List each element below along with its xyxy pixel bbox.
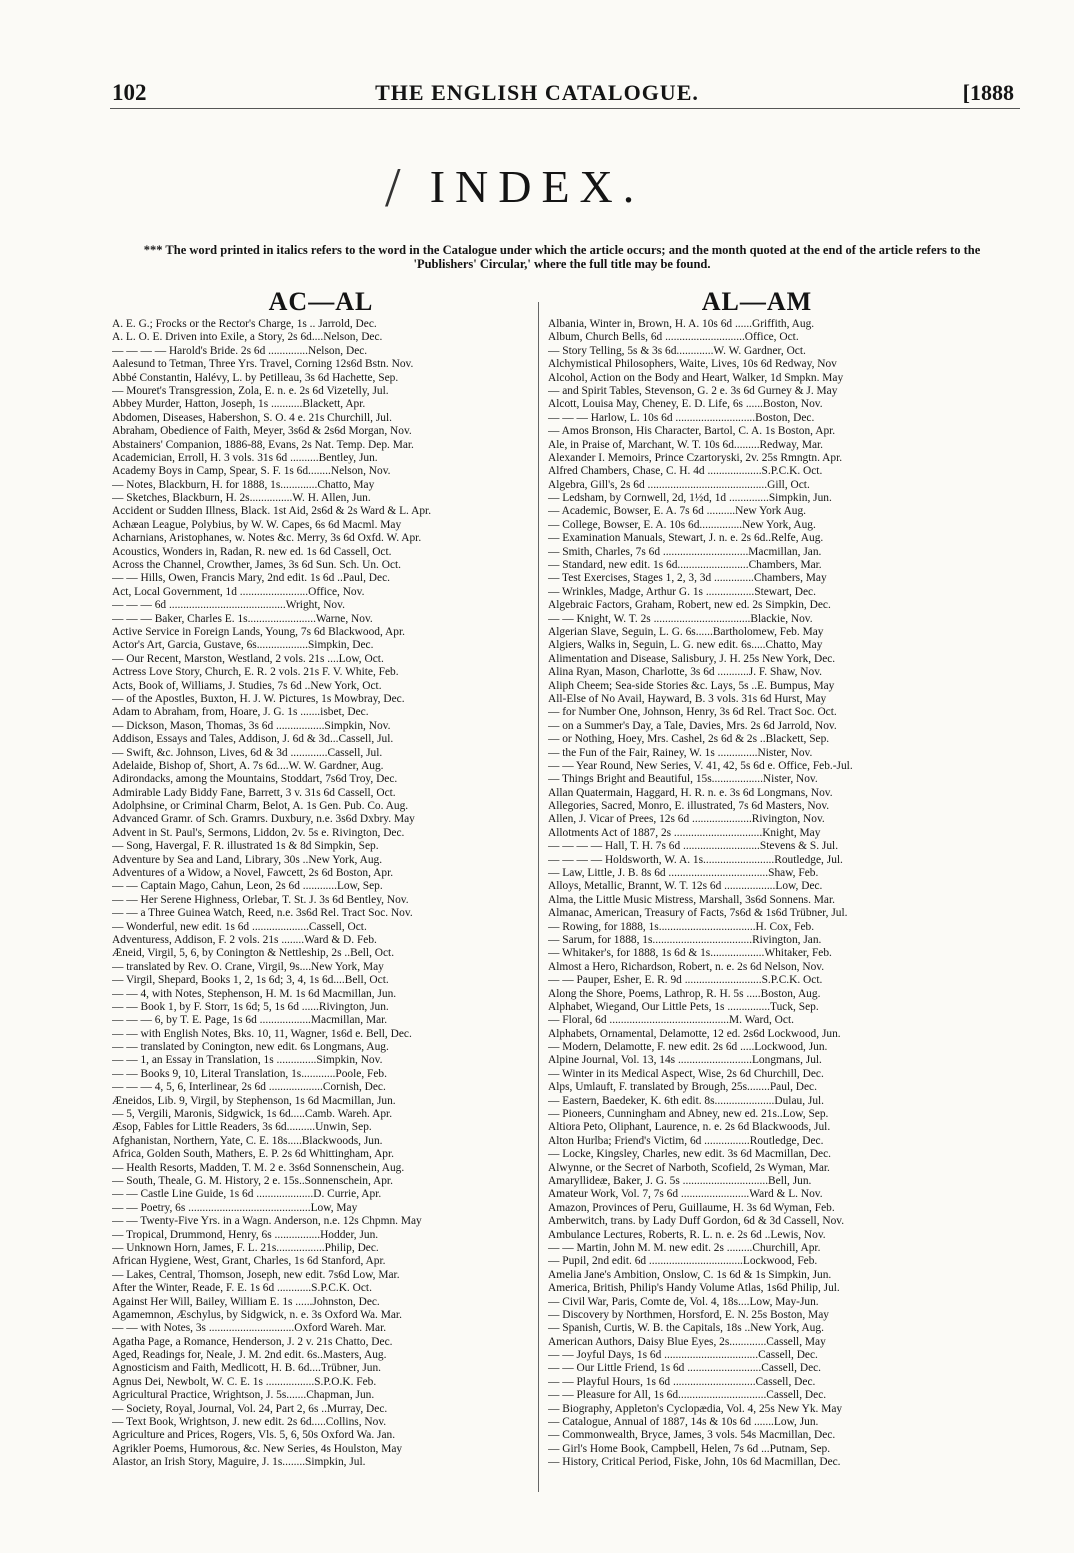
index-entry: Amazon, Provinces of Peru, Guillaume, H. 3s 6d Wyman, Feb. xyxy=(548,1201,835,1214)
index-entry: — Lakes, Central, Thomson, Joseph, new edit. 7s6d Low, Mar. xyxy=(112,1268,400,1281)
index-entry: — and Spirit Tables, Stevenson, G. 2 e. 3s 6d Gurney & J. May xyxy=(548,384,838,397)
index-entry: — — — — Holdsworth, W. A. 1s.........................Routledge, Jul. xyxy=(548,853,843,866)
index-entry: Aged, Readings for, Neale, J. M. 2nd edit. 6s..Masters, Aug. xyxy=(112,1349,387,1362)
index-entry: African Hygiene, West, Grant, Charles, 1s 6d Stanford, Apr. xyxy=(112,1255,386,1268)
index-entry: Adirondacks, among the Mountains, Stoddart, 7s6d Troy, Dec. xyxy=(112,773,398,786)
index-entry: — Test Exercises, Stages 1, 2, 3, 3d ..............Chambers, May xyxy=(548,572,827,585)
index-entry: — — Pleasure for All, 1s 6d...............................Cassell, Dec. xyxy=(548,1389,827,1402)
index-entry: — Things Bright and Beautiful, 15s..................Nister, Nov. xyxy=(548,773,818,786)
index-entry: Alimentation and Disease, Salisbury, J. H. 25s New York, Dec. xyxy=(548,652,836,665)
index-entry: Æneid, Virgil, 5, 6, by Conington & Nettleship, 2s ..Bell, Oct. xyxy=(112,947,395,960)
index-entry: — Story Telling, 5s & 3s 6d.............W. W. Gardner, Oct. xyxy=(548,344,806,357)
index-entry: Alchymistical Philosophers, Waite, Lives, 10s 6d Redway, Nov xyxy=(548,358,837,371)
index-entry: Acoustics, Wonders in, Radan, R. new ed. 1s 6d Cassell, Oct. xyxy=(112,545,392,558)
entry-list xyxy=(112,318,530,1470)
index-entry: — — Books 9, 10, Literal Translation, 1s............Poole, Feb. xyxy=(112,1067,387,1080)
index-entry: Algiers, Walks in, Seguin, L. G. new edit. 6s.....Chatto, May xyxy=(548,639,823,652)
index-entry: — — 4, with Notes, Stephenson, H. M. 1s 6d Macmillan, Jun. xyxy=(112,987,397,1000)
index-entry: — Winter in its Medical Aspect, Wise, 2s 6d Churchill, Dec. xyxy=(548,1067,824,1080)
index-entry: — Modern, Delamotte, F. new edit. 2s 6d .....Lockwood, Jun. xyxy=(548,1041,828,1054)
index-entry: — — Twenty-Five Yrs. in a Wagn. Anderson, n.e. 12s Chpmn. May xyxy=(112,1215,422,1228)
index-entry: Agriculture and Prices, Rogers, Vls. 5, 6, 50s Oxford Wa. Jan. xyxy=(112,1429,396,1442)
index-entry: — Dickson, Mason, Thomas, 3s 6d .................Simpkin, Nov. xyxy=(112,719,391,732)
index-entry: — Sarum, for 1888, 1s...................................Rivington, Jan. xyxy=(548,933,822,946)
index-entry: — Wonderful, new edit. 1s 6d ....................Cassell, Oct. xyxy=(112,920,367,933)
index-entry: — College, Bowser, E. A. 10s 6d...............New York, Aug. xyxy=(548,518,816,531)
index-entry: — Biography, Appleton's Cyclopædia, Vol. 4, 25s New Yk. May xyxy=(548,1402,843,1415)
index-entry: — Girl's Home Book, Campbell, Helen, 7s 6d ...Putnam, Sep. xyxy=(548,1442,831,1455)
index-entry: — Wrinkles, Madge, Arthur G. 1s .................Stewart, Dec. xyxy=(548,585,816,598)
index-entry: Actor's Art, Garcia, Gustave, 6s..................Simpkin, Dec. xyxy=(112,639,374,652)
index-entry: — — Her Serene Highness, Orlebar, T. St. J. 3s 6d Bentley, Nov. xyxy=(112,893,409,906)
index-entry: Alton Hurlba; Friend's Victim, 6d ................Routledge, Dec. xyxy=(548,1134,824,1147)
index-entry: — — — — Harold's Bride. 2s 6d ..............Nelson, Dec. xyxy=(112,344,368,357)
index-entry: — Pupil, 2nd edit. 6d .................................Lockwood, Feb. xyxy=(548,1255,818,1268)
index-entry: — Virgil, Shepard, Books 1, 2, 1s 6d; 3, 4, 1s 6d....Bell, Oct. xyxy=(112,974,389,987)
index-entry: — — with Notes, 3s ..............................Oxford Wareh. Mar. xyxy=(112,1322,387,1335)
index-entry: — — Castle Line Guide, 1s 6d ....................D. Currie, Apr. xyxy=(112,1188,382,1201)
index-entry: — Smith, Charles, 7s 6d ..............................Macmillan, Jan. xyxy=(548,545,822,558)
index-entry: Alpine Journal, Vol. 13, 14s ..........................Longmans, Jul. xyxy=(548,1054,822,1067)
index-entry: — — — — Hall, T. H. 7s 6d ...........................Stevens & S. Jul. xyxy=(548,840,839,853)
index-entry: — Swift, &c. Johnson, Lives, 6d & 3d .............Cassell, Jul. xyxy=(112,746,383,759)
index-entry: Amberwitch, trans. by Lady Duff Gordon, 6d & 3d Cassell, Nov. xyxy=(548,1215,845,1228)
index-entry: Æsop, Fables for Little Readers, 3s 6d..........Unwin, Sep. xyxy=(112,1121,372,1134)
index-entry: — 5, Vergili, Maronis, Sidgwick, 1s 6d.....Camb. Wareh. Apr. xyxy=(112,1108,393,1121)
index-entry: Aalesund to Tetman, Three Yrs. Travel, Corning 12s6d Bstn. Nov. xyxy=(112,358,414,371)
index-entry: Across the Channel, Crowther, James, 3s 6d Sun. Sch. Un. Oct. xyxy=(112,559,402,572)
index-entry: Against Her Will, Bailey, William E. 1s ......Johnston, Dec. xyxy=(112,1295,380,1308)
index-entry: Academician, Erroll, H. 3 vols. 31s 6d ..........Bentley, Jun. xyxy=(112,451,378,464)
index-entry: Agatha Page, a Romance, Henderson, J. 2 v. 21s Chatto, Dec. xyxy=(112,1335,393,1348)
index-entry: — Health Resorts, Madden, T. M. 2 e. 3s6d Sonnenschein, Aug. xyxy=(112,1161,405,1174)
index-entry: — — — 4, 5, 6, Interlinear, 2s 6d ...................Cornish, Dec. xyxy=(112,1081,386,1094)
index-entry: Alwynne, or the Secret of Narboth, Scofield, 2s Wyman, Mar. xyxy=(548,1161,830,1174)
index-entry: Advanced Gramr. of Sch. Gramrs. Duxbury, n.e. 3s6d Dxbry. May xyxy=(112,813,415,826)
index-entry: Acts, Book of, Williams, J. Studies, 7s 6d ..New York, Oct. xyxy=(112,679,382,692)
index-entry: Accident or Sudden Illness, Black. 1st Aid, 2s6d & 2s Ward & L. Apr. xyxy=(112,505,432,518)
index-entry: Alphabets, Ornamental, Delamotte, 12 ed. 2s6d Lockwood, Jun. xyxy=(548,1027,841,1040)
index-entry: — Notes, Blackburn, H. for 1888, 1s.............Chatto, May xyxy=(112,478,375,491)
column-heading: AC—AL xyxy=(268,287,374,316)
index-entry: — Song, Havergal, F. R. illustrated 1s & 8d Simpkin, Sep. xyxy=(112,840,379,853)
index-entry: — Ledsham, by Cornwell, 2d, 1½d, 1d ..............Simpkin, Jun. xyxy=(548,492,832,505)
index-entry: Abbey Murder, Hatton, Joseph, 1s ...........Blackett, Apr. xyxy=(112,398,366,411)
index-title: INDEX. xyxy=(429,161,645,212)
index-entry: Æneidos, Lib. 9, Virgil, by Stephenson, 1s 6d Macmillan, Jun. xyxy=(112,1094,396,1107)
index-entry: Agricultural Practice, Wrightson, J. 5s.......Chapman, Jun. xyxy=(112,1389,375,1402)
index-entry: After the Winter, Reade, F. E. 1s 6d ............S.P.C.K. Oct. xyxy=(112,1282,372,1295)
index-entry: Aliph Cheem; Sea-side Stories &c. Lays, 5s ..E. Bumpus, May xyxy=(548,679,835,692)
index-entry: — Commonwealth, Bryce, James, 3 vols. 54s Macmillan, Dec. xyxy=(548,1429,836,1442)
index-entry: Adventuress, Addison, F. 2 vols. 21s ........Ward & D. Feb. xyxy=(112,933,377,946)
index-entry: — Tropical, Drummond, Henry, 6s ................Hodder, Jun. xyxy=(112,1228,379,1241)
index-entry: — — Pauper, Esher, E. R. 9d ...........................S.P.C.K. Oct. xyxy=(548,974,823,987)
index-entry: A. L. O. E. Driven into Exile, a Story, 2s 6d....Nelson, Dec. xyxy=(112,331,383,344)
index-entry: Admirable Lady Biddy Fane, Barrett, 3 v. 31s 6d Cassell, Oct. xyxy=(112,786,396,799)
index-entry: — Sketches, Blackburn, H. 2s...............W. H. Allen, Jun. xyxy=(112,492,371,505)
index-entry: — — Playful Hours, 1s 6d .............................Cassell, Dec. xyxy=(548,1375,816,1388)
index-entry: — — Joyful Days, 1s 6d .................................Cassell, Dec. xyxy=(548,1349,818,1362)
index-entry: — or Nothing, Hoey, Mrs. Cashel, 2s 6d & 2s ..Blackett, Sep. xyxy=(548,733,830,746)
index-entry: Alma, the Little Music Mistress, Marshall, 3s6d Sonnens. Mar. xyxy=(548,893,835,906)
index-entry: Amaryllideæ, Baker, J. G. 5s ..............................Bell, Jun. xyxy=(548,1175,812,1187)
index-entry: All-Else of No Avail, Hayward, B. 3 vols. 31s 6d Hurst, May xyxy=(548,692,827,705)
index-entry: Alexander I. Memoirs, Prince Czartoryski, 2v. 25s Rmngtn. Apr. xyxy=(548,451,843,464)
index-entry: — — translated by Conington, new edit. 6s Longmans, Aug. xyxy=(112,1041,389,1054)
index-entry: Abstainers' Companion, 1886-88, Evans, 2s Nat. Temp. Dep. Mar. xyxy=(112,438,414,451)
entry-list xyxy=(548,318,966,1470)
index-entry: Actress Love Story, Church, E. R. 2 vols. 21s F. V. White, Feb. xyxy=(112,666,399,679)
index-entry: — South, Theale, G. M. History, 2 e. 15s..Sonnenschein, Apr. xyxy=(112,1175,393,1187)
index-entry: — Academic, Bowser, E. A. 7s 6d ..........New York Aug. xyxy=(548,505,807,518)
index-entry: — of the Apostles, Buxton, H. J. W. Pictures, 1s Mowbray, Dec. xyxy=(112,692,405,705)
index-entry: Altiora Peto, Oliphant, Laurence, n. e. 2s 6d Blackwoods, Jul. xyxy=(548,1121,831,1134)
index-entry: — Pioneers, Cunningham and Abney, new ed. 21s..Low, Sep. xyxy=(548,1108,829,1121)
index-entry: — — 1, an Essay in Translation, 1s ..............Simpkin, Nov. xyxy=(112,1054,383,1067)
index-entry: Along the Shore, Poems, Lathrop, R. H. 5s .....Boston, Aug. xyxy=(548,987,821,1000)
index-entry: Advent in St. Paul's, Sermons, Liddon, 2v. 5s e. Rivington, Dec. xyxy=(112,826,405,839)
index-entry: Ambulance Lectures, Roberts, R. L. n. e. 2s 6d ..Lewis, Nov. xyxy=(548,1228,826,1241)
index-entry: Almanac, American, Treasury of Facts, 7s6d & 1s6d Trübner, Jul. xyxy=(548,907,848,920)
index-entry: — Text Book, Wrightson, J. new edit. 2s 6d.....Collins, Nov. xyxy=(112,1416,387,1429)
index-entry: — — with English Notes, Bks. 10, 11, Wagner, 1s6d e. Bell, Dec. xyxy=(112,1027,412,1040)
index-entry: — Standard, new edit. 1s 6d.........................Chambers, Mar. xyxy=(548,559,822,572)
index-entry: — for Number One, Johnson, Henry, 3s 6d Rel. Tract Soc. Oct. xyxy=(548,706,837,719)
index-entry: — — a Three Guinea Watch, Reed, n.e. 3s6d Rel. Tract Soc. Nov. xyxy=(112,907,413,920)
header-rule xyxy=(110,108,1020,109)
index-entry: — Law, Little, J. B. 8s 6d ...................................Shaw, Feb. xyxy=(548,867,819,880)
index-entry: — — Poetry, 6s ...........................................Low, May xyxy=(112,1201,358,1214)
index-entry: Algebra, Gill's, 2s 6d ..........................................Gill, Oct. xyxy=(548,478,810,491)
index-entry: — Catalogue, Annual of 1887, 14s & 10s 6d .......Low, Jun. xyxy=(548,1416,819,1429)
index-column-right xyxy=(548,289,966,1470)
index-entry: — Society, Royal, Journal, Vol. 24, Part 2, 6s ..Murray, Dec. xyxy=(112,1402,388,1415)
index-entry: Algebraic Factors, Graham, Robert, new ed. 2s Simpkin, Dec. xyxy=(548,599,831,612)
index-entry: Almost a Hero, Richardson, Robert, n. e. 2s 6d Nelson, Nov. xyxy=(548,960,825,973)
index-entry: Allan Quatermain, Haggard, H. R. n. e. 3s 6d Longmans, Nov. xyxy=(548,786,833,799)
index-entry: Adelaide, Bishop of, Short, A. 7s 6d....W. W. Gardner, Aug. xyxy=(112,759,384,772)
page-number: 102 xyxy=(112,80,147,105)
index-entry: — — Captain Mago, Cahun, Leon, 2s 6d ............Low, Sep. xyxy=(112,880,383,893)
running-header xyxy=(0,80,1074,110)
index-entry: — Floral, 6d ..........................................M. Ward, Oct. xyxy=(548,1014,794,1027)
index-entry: American Authors, Daisy Blue Eyes, 2s.............Cassell, May xyxy=(548,1335,826,1348)
index-entry: Adam to Abraham, from, Hoare, J. G. 1s .......isbet, Dec. xyxy=(112,706,369,719)
index-entry: — — — Harlow, L. 10s 6d ............................Boston, Dec. xyxy=(548,411,815,424)
index-entry: — — Martin, John M. M. new edit. 2s .........Churchill, Apr. xyxy=(548,1241,821,1254)
index-entry: Acharnians, Aristophanes, w. Notes &c. Merry, 3s 6d Oxfd. W. Apr. xyxy=(112,532,422,545)
index-entry: Abbé Constantin, Halévy, L. by Petilleau, 3s 6d Hachette, Sep. xyxy=(112,371,399,384)
index-entry: Alcohol, Action on the Body and Heart, Walker, 1d Smpkn. May xyxy=(548,371,844,384)
index-entry: — Our Recent, Marston, Westland, 2 vols. 21s ....Low, Oct. xyxy=(112,652,384,665)
index-entry: Academy Boys in Camp, Spear, S. F. 1s 6d........Nelson, Nov. xyxy=(112,465,391,478)
index-entry: Amelia Jane's Ambition, Onslow, C. 1s 6d & 1s Simpkin, Jun. xyxy=(548,1268,832,1281)
index-entry: Addison, Essays and Tales, Addison, J. 6d & 3d...Cassell, Jul. xyxy=(112,733,394,746)
index-entry: — — Hills, Owen, Francis Mary, 2nd edit. 1s 6d ..Paul, Dec. xyxy=(112,572,390,585)
index-entry: Active Service in Foreign Lands, Young, 7s 6d Blackwood, Apr. xyxy=(112,625,405,638)
index-entry: Achæan League, Polybius, by W. W. Capes, 6s 6d Macml. May xyxy=(112,518,402,531)
index-entry: Allotments Act of 1887, 2s ...............................Knight, May xyxy=(548,826,821,839)
index-entry: Agnosticism and Faith, Medlicott, H. B. 6d....Trübner, Jun. xyxy=(112,1362,382,1375)
index-entry: Albania, Winter in, Brown, H. A. 10s 6d ......Griffith, Aug. xyxy=(548,318,815,330)
index-entry: — — — Baker, Charles E. 1s........................Warne, Nov. xyxy=(112,612,373,625)
year-marker: [1888 xyxy=(962,80,1014,105)
index-entry: Adventures of a Widow, a Novel, Fawcett, 2s 6d Boston, Apr. xyxy=(112,867,394,880)
index-entry: Abdomen, Diseases, Habershon, S. O. 4 e. 21s Churchill, Jul. xyxy=(112,411,392,424)
index-entry: — on a Summer's Day, a Tale, Davies, Mrs. 2s 6d Jarrold, Nov. xyxy=(548,719,837,732)
index-entry: Alastor, an Irish Story, Maguire, J. 1s........Simpkin, Jul. xyxy=(112,1456,366,1469)
index-entry: Alina Ryan, Mason, Charlotte, 3s 6d ...........J. F. Shaw, Nov. xyxy=(548,666,822,679)
index-entry: Algerian Slave, Seguin, L. G. 6s......Bartholomew, Feb. May xyxy=(548,625,824,638)
index-entry: Alphabet, Wiegand, Our Little Pets, 1s ...............Tuck, Sep. xyxy=(548,1000,819,1013)
index-entry: Alps, Umlauft, F. translated by Brough, 25s........Paul, Dec. xyxy=(548,1081,817,1094)
index-entry: Ale, in Praise of, Marchant, W. T. 10s 6d.........Redway, Mar. xyxy=(548,438,824,451)
index-entry: — Locke, Kingsley, Charles, new edit. 3s 6d Macmillan, Dec. xyxy=(548,1148,832,1161)
index-entry: — — — 6, by T. E. Page, 1s 6d ..................Macmillan, Mar. xyxy=(112,1014,388,1027)
column-heading: AL—AM xyxy=(701,287,813,316)
running-title: THE ENGLISH CATALOGUE. xyxy=(375,80,699,105)
index-entry: Act, Local Government, 1d ........................Office, Nov. xyxy=(112,585,365,598)
index-entry: — Eastern, Baedeker, K. 6th edit. 8s.....................Dulau, Jul. xyxy=(548,1094,825,1107)
index-note: *** The word printed in italics refers to the word in the Catalogue under which the article occurs; and the month quoted at the end of the article refers to the 'Publishers' Circular,' where the full title may be found. xyxy=(143,243,981,271)
index-entry: Alfred Chambers, Chase, C. H. 4d ...................S.P.C.K. Oct. xyxy=(548,465,823,478)
index-entry: — the Fun of the Fair, Rainey, W. 1s ..............Nister, Nov. xyxy=(548,746,813,759)
index-entry: Allen, J. Vicar of Prees, 12s 6d .....................Rivington, Nov. xyxy=(548,813,825,826)
column-divider xyxy=(538,302,539,1492)
index-entry: — — Book 1, by F. Storr, 1s 6d; 5, 1s 6d ......Rivington, Jun. xyxy=(112,1000,389,1013)
index-entry: — Discovery by Northmen, Horsford, E. N. 25s Boston, May xyxy=(548,1308,829,1321)
index-entry: — Spanish, Curtis, W. B. the Capitals, 18s ..New York, Aug. xyxy=(548,1322,824,1335)
index-entry: Africa, Golden South, Mathers, E. P. 2s 6d Whittingham, Apr. xyxy=(112,1148,394,1161)
index-entry: — — Year Round, New Series, V. 41, 42, 5s 6d e. Office, Feb.-Jul. xyxy=(548,759,853,772)
index-entry: Adolphsine, or Criminal Charm, Belot, A. 1s Gen. Pub. Co. Aug. xyxy=(112,800,409,813)
index-column-left xyxy=(112,289,530,1470)
pen-mark: / xyxy=(385,157,401,219)
index-entry: Alcott, Louisa May, Cheney, E. D. Life, 6s ......Boston, Nov. xyxy=(548,398,823,411)
index-entry: — Mouret's Transgression, Zola, E. n. e. 2s 6d Vizetelly, Jul. xyxy=(112,384,389,397)
index-entry: Allegories, Sacred, Monro, E. illustrated, 7s 6d Masters, Nov. xyxy=(548,800,830,813)
index-entry: America, British, Philip's Handy Volume Atlas, 1s6d Philip, Jul. xyxy=(548,1282,840,1295)
index-entry: — Whitaker's, for 1888, 1s 6d & 1s...................Whitaker, Feb. xyxy=(548,947,832,960)
index-entry: A. E. G.; Frocks or the Rector's Charge, 1s .. Jarrold, Dec. xyxy=(112,318,377,330)
index-entry: — Civil War, Paris, Comte de, Vol. 4, 18s....Low, May-Jun. xyxy=(548,1295,819,1308)
index-entry: Agamemnon, Æschylus, by Sidgwick, n. e. 3s Oxford Wa. Mar. xyxy=(112,1308,402,1321)
index-entry: — Examination Manuals, Stewart, J. n. e. 2s 6d..Relfe, Aug. xyxy=(548,532,824,545)
index-entry: — — Our Little Friend, 1s 6d ..........................Cassell, Dec. xyxy=(548,1362,822,1375)
index-entry: Abraham, Obedience of Faith, Meyer, 3s6d & 2s6d Morgan, Nov. xyxy=(112,425,412,438)
index-entry: Agrikler Poems, Humorous, &c. New Series, 4s Houlston, May xyxy=(112,1442,403,1455)
index-entry: — History, Critical Period, Fiske, John, 10s 6d Macmillan, Dec. xyxy=(548,1456,841,1469)
index-entry: Afghanistan, Northern, Yate, C. E. 18s.....Blackwoods, Jun. xyxy=(112,1134,383,1147)
index-entry: Alloys, Metallic, Brannt, W. T. 12s 6d ..................Low, Dec. xyxy=(548,880,823,893)
index-entry: Amateur Work, Vol. 7, 7s 6d ........................Ward & L. Nov. xyxy=(548,1188,823,1201)
index-entry: — Amos Bronson, His Character, Bartol, C. A. 1s Boston, Apr. xyxy=(548,425,836,438)
index-entry: Agnus Dei, Newbolt, W. C. E. 1s .................S.P.O.K. Feb. xyxy=(112,1375,377,1388)
index-entry: — translated by Rev. O. Crane, Virgil, 9s....New York, May xyxy=(112,960,384,973)
index-entry: Album, Church Bells, 6d ............................Office, Oct. xyxy=(548,331,799,344)
index-entry: — Rowing, for 1888, 1s..................................H. Cox, Feb. xyxy=(548,920,815,933)
index-entry: Adventure by Sea and Land, Library, 30s ..New York, Aug. xyxy=(112,853,383,866)
index-entry: — — — 6d .........................................Wright, Nov. xyxy=(112,599,345,612)
index-entry: — Unknown Horn, James, F. L. 21s.................Philip, Dec. xyxy=(112,1241,379,1254)
index-entry: — — Knight, W. T. 2s ..................................Blackie, Nov. xyxy=(548,612,813,625)
